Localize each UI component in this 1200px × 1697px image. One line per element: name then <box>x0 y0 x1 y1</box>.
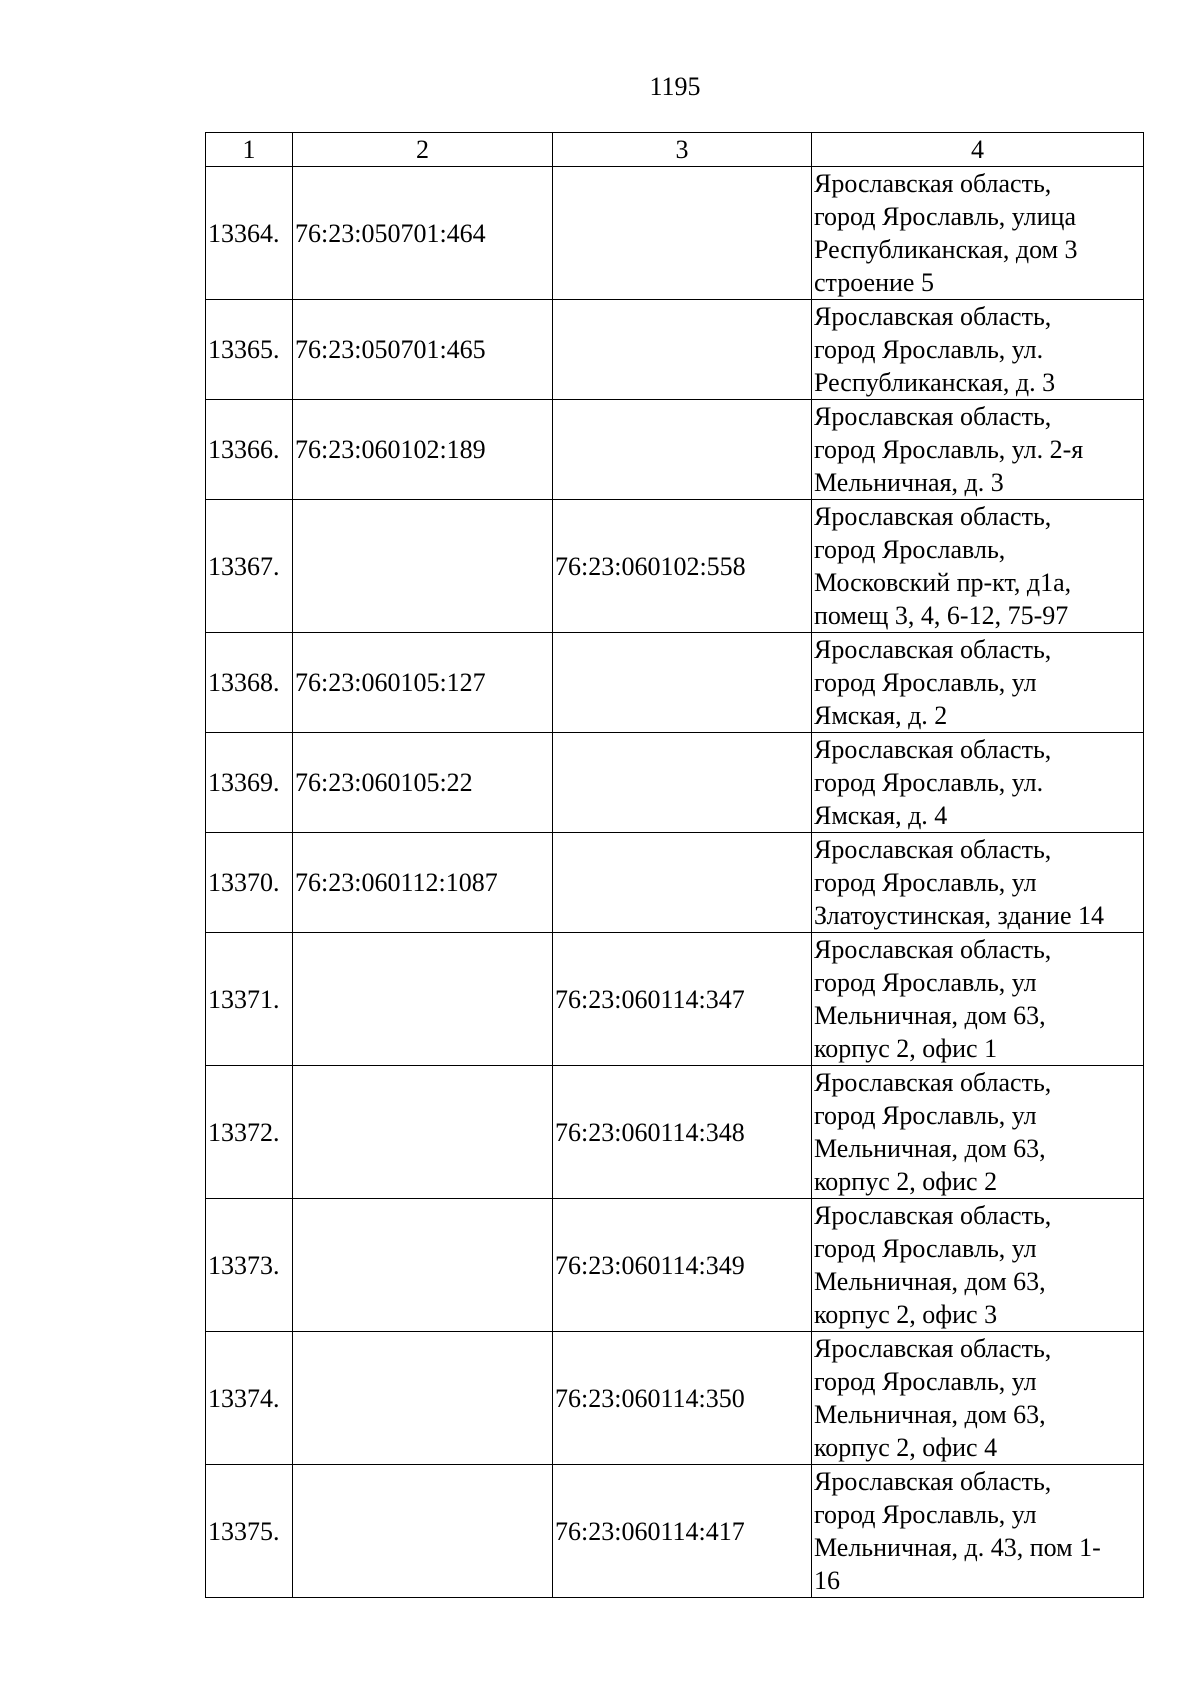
address-line: город Ярославль, ул <box>814 868 1037 897</box>
address-line: Ярославская область, <box>814 835 1052 864</box>
address-line: город Ярославль, ул <box>814 1500 1037 1529</box>
address-line: Республиканская, д. 3 <box>814 368 1056 397</box>
cadastral-number-cell: 76:23:060112:1087 <box>293 833 553 933</box>
row-number-cell: 13375. <box>206 1465 293 1598</box>
cadastral-number-cell <box>293 500 553 633</box>
row-number-cell: 13374. <box>206 1332 293 1465</box>
address-line: Ярославская область, <box>814 169 1052 198</box>
row-number-cell: 13367. <box>206 500 293 633</box>
address-line: 16 <box>814 1566 840 1595</box>
address-cell <box>812 633 1144 733</box>
cadastral-number-alt-cell <box>553 300 812 400</box>
cadastral-number-cell <box>293 1066 553 1199</box>
address-cell <box>812 1332 1144 1465</box>
cadastral-number-alt-cell <box>553 167 812 300</box>
address-line: город Ярославль, ул. <box>814 768 1044 797</box>
address-line: помещ 3, 4, 6-12, 75-97 <box>814 601 1069 630</box>
table-row <box>206 300 1144 400</box>
table-row <box>206 633 1144 733</box>
address-line: Мельничная, дом 63, <box>814 1001 1046 1030</box>
address-line: корпус 2, офис 3 <box>814 1300 998 1329</box>
table-row <box>206 500 1144 633</box>
table-row <box>206 833 1144 933</box>
address-line: Ярославская область, <box>814 1068 1052 1097</box>
row-number-cell: 13364. <box>206 167 293 300</box>
address-cell <box>812 167 1144 300</box>
row-number-cell: 13373. <box>206 1199 293 1332</box>
header-cell-3: 3 <box>553 133 812 167</box>
table-row <box>206 1199 1144 1332</box>
cadastral-number-alt-cell: 76:23:060114:348 <box>553 1066 812 1199</box>
page-number: 1195 <box>649 72 701 101</box>
cadastral-number-alt-cell: 76:23:060114:350 <box>553 1332 812 1465</box>
address-line: Ярославская область, <box>814 735 1052 764</box>
cadastral-number-alt-cell: 76:23:060114:417 <box>553 1465 812 1598</box>
header-row <box>206 133 1144 167</box>
cadastral-number-cell: 76:23:050701:465 <box>293 300 553 400</box>
table-row <box>206 1332 1144 1465</box>
address-cell <box>812 1199 1144 1332</box>
cadastral-number-cell: 76:23:060102:189 <box>293 400 553 500</box>
header-cell-4: 4 <box>812 133 1144 167</box>
address-line: Ямская, д. 4 <box>814 801 948 830</box>
row-number-cell: 13370. <box>206 833 293 933</box>
address-line: Ярославская область, <box>814 402 1052 431</box>
cadastral-number-alt-cell: 76:23:060102:558 <box>553 500 812 633</box>
registry-table <box>205 132 1144 1598</box>
address-line: Ямская, д. 2 <box>814 701 948 730</box>
row-number-cell: 13368. <box>206 633 293 733</box>
table-row <box>206 1465 1144 1598</box>
address-line: город Ярославль, улица <box>814 202 1077 231</box>
address-line: город Ярославль, ул <box>814 1367 1037 1396</box>
row-number-cell: 13366. <box>206 400 293 500</box>
cadastral-number-alt-cell <box>553 400 812 500</box>
address-line: город Ярославль, ул <box>814 1101 1037 1130</box>
cadastral-number-alt-cell <box>553 633 812 733</box>
address-line: Ярославская область, <box>814 1467 1052 1496</box>
cadastral-number-cell <box>293 1465 553 1598</box>
address-line: Ярославская область, <box>814 1334 1052 1363</box>
address-line: город Ярославль, ул <box>814 668 1037 697</box>
address-line: город Ярославль, ул <box>814 1234 1037 1263</box>
cadastral-number-alt-cell <box>553 833 812 933</box>
address-cell <box>812 300 1144 400</box>
table-row <box>206 167 1144 300</box>
row-number-cell: 13365. <box>206 300 293 400</box>
address-line: Московский пр-кт, д1а, <box>814 568 1072 597</box>
address-line: строение 5 <box>814 268 934 297</box>
address-line: Ярославская область, <box>814 635 1052 664</box>
address-line: Ярославская область, <box>814 302 1052 331</box>
cadastral-number-cell: 76:23:060105:127 <box>293 633 553 733</box>
row-number-cell: 13372. <box>206 1066 293 1199</box>
address-cell <box>812 733 1144 833</box>
row-number-cell: 13369. <box>206 733 293 833</box>
address-line: корпус 2, офис 2 <box>814 1167 998 1196</box>
address-line: город Ярославль, ул. 2-я <box>814 435 1084 464</box>
cadastral-number-cell: 76:23:060105:22 <box>293 733 553 833</box>
address-line: Мельничная, д. 3 <box>814 468 1004 497</box>
table-body <box>206 167 1144 1598</box>
address-line: город Ярославль, ул <box>814 968 1037 997</box>
address-line: Республиканская, дом 3 <box>814 235 1078 264</box>
address-line: корпус 2, офис 4 <box>814 1433 998 1462</box>
address-cell <box>812 833 1144 933</box>
row-number-cell: 13371. <box>206 933 293 1066</box>
address-line: Мельничная, дом 63, <box>814 1400 1046 1429</box>
address-cell <box>812 500 1144 633</box>
cadastral-number-cell <box>293 1332 553 1465</box>
cadastral-number-cell <box>293 933 553 1066</box>
table-row <box>206 400 1144 500</box>
table-header <box>206 133 1144 167</box>
cadastral-number-cell: 76:23:050701:464 <box>293 167 553 300</box>
address-cell <box>812 1066 1144 1199</box>
header-cell-2: 2 <box>293 133 553 167</box>
cadastral-number-alt-cell: 76:23:060114:347 <box>553 933 812 1066</box>
address-line: Ярославская область, <box>814 935 1052 964</box>
cadastral-number-alt-cell <box>553 733 812 833</box>
address-line: город Ярославль, ул. <box>814 335 1044 364</box>
header-cell-1: 1 <box>206 133 293 167</box>
cadastral-number-alt-cell: 76:23:060114:349 <box>553 1199 812 1332</box>
address-line: корпус 2, офис 1 <box>814 1034 998 1063</box>
address-line: Мельничная, дом 63, <box>814 1267 1046 1296</box>
address-line: Златоустинская, здание 14 <box>814 901 1104 930</box>
cadastral-number-cell <box>293 1199 553 1332</box>
address-cell <box>812 933 1144 1066</box>
address-line: Мельничная, дом 63, <box>814 1134 1046 1163</box>
address-line: Ярославская область, <box>814 1201 1052 1230</box>
table-row <box>206 1066 1144 1199</box>
address-line: Мельничная, д. 43, пом 1- <box>814 1533 1101 1562</box>
address-line: Ярославская область, <box>814 502 1052 531</box>
table-row <box>206 933 1144 1066</box>
address-line: город Ярославль, <box>814 535 1006 564</box>
table-row <box>206 733 1144 833</box>
address-cell <box>812 1465 1144 1598</box>
address-cell <box>812 400 1144 500</box>
